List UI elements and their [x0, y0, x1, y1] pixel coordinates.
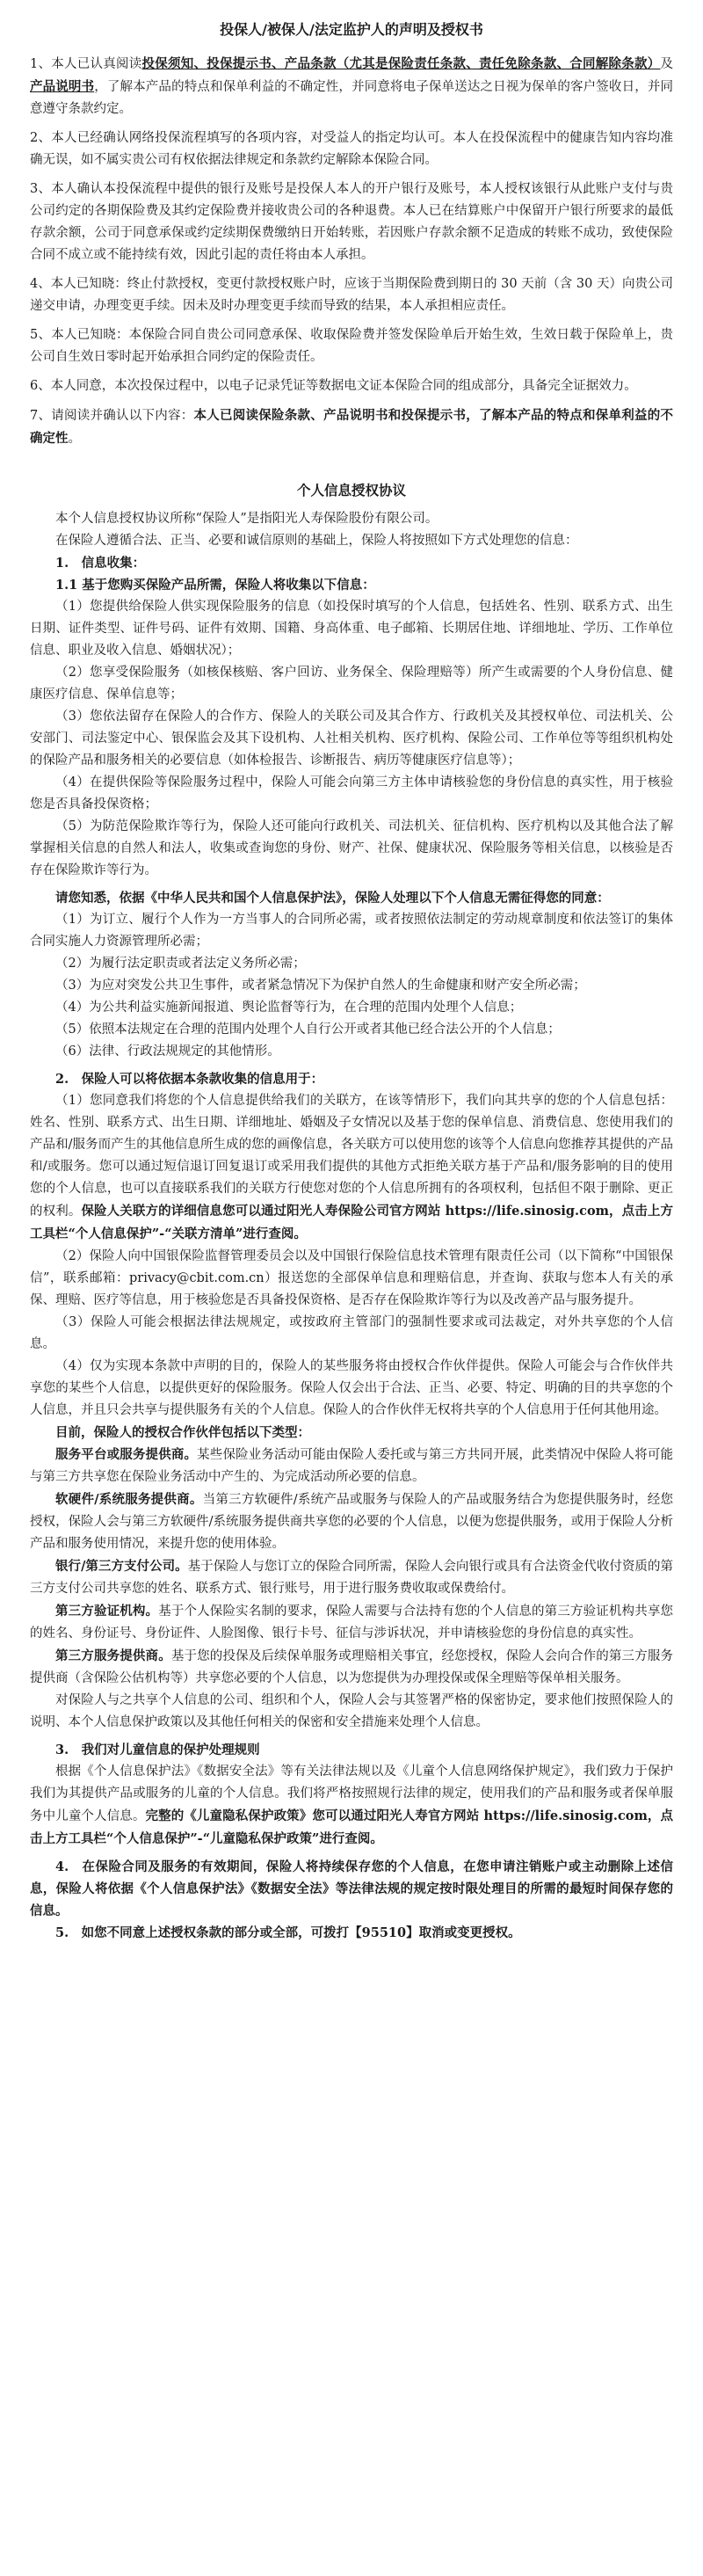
section-1-heading: 1. 信息收集： — [55, 556, 146, 571]
section-2-heading: 2. 保险人可以将依据本条款收集的信息用于： — [55, 1072, 324, 1087]
partners-heading: 目前，保险人的授权合作伙伴包括以下类型： — [55, 1425, 310, 1440]
declaration-title: 投保人/被保人/法定监护人的声明及授权书 — [220, 21, 483, 38]
partner-type: 银行/第三方支付公司。 — [55, 1559, 188, 1574]
consent-heading: 请您知悉，依据《中华人民共和国个人信息保护法》，保险人处理以下个人信息无需征得您的同意： — [55, 891, 610, 906]
partner-type: 软硬件/系统服务提供商。 — [55, 1492, 203, 1507]
product-manual-link[interactable]: 产品说明书 — [30, 79, 95, 94]
partner-desc: 基于个人保险实名制的要求，保险人需要与合法持有您的个人信息的第三方验证机构共享您的姓名、身份证号、身份证件、人脸图像、银行卡号、征信与涉诉状况，并申请核验您的身份信息的真实性。 — [30, 1605, 674, 1641]
use-item: （3）保险人可能会根据法律法规规定，或按政府主管部门的强制性要求或司法裁定，对外共享您的个人信息。 — [30, 1315, 673, 1351]
children-policy — [30, 1761, 673, 1851]
declaration-item-2: 2、本人已经确认网络投保流程填写的各项内容，对受益人的指定均认可。本人在投保流程中的健康告知内容均准确无误，如不属实贵公司有权依据法律规定和条款约定解除本保险合同。 — [30, 131, 673, 167]
partner-desc: 当第三方软硬件/系统产品或服务与保险人的产品或服务结合为您提供服务时，经您授权，保险人会与第三方软硬件/系统服务提供商共享您的必要的个人信息，以便为您提供服务，或用于保险人分析产品和服务使用情况，来提升您的使用体验。 — [30, 1493, 673, 1551]
declaration-section — [30, 19, 673, 450]
partner-desc: 某些保险业务活动可能由保险人委托或与第三方共同开展，此类情况中保险人将可能与第三方共享您在保险业务活动中产生的、为完成活动所必要的信息。 — [30, 1448, 673, 1484]
use-item — [30, 1090, 673, 1246]
consent-item: （4）为公共利益实施新闻报道、舆论监督等行为，在合理的范围内处理个人信息； — [55, 1001, 523, 1015]
partner-desc: 基于您的投保及后续保单服务或理赔相关事宜，经您授权，保险人会向合作的第三方服务提供商（含保险公估机构等）共享您必要的个人信息，以为您提供为办理投保或保全理赔等保单相关服务。 — [30, 1649, 673, 1685]
collect-item: （1）您提供给保险人供实现保险服务的信息（如投保时填写的个人信息，包括姓名、性别、联系方式、出生日期、证件类型、证件号码、证件有效期、国籍、身高体重、电子邮箱、长期居住地、详细地址、学历、工作单位信息、职业及收入信息、婚姻状况）； — [30, 600, 673, 658]
use-item: （4）仅为实现本条款中声明的目的，保险人的某些服务将由授权合作伙伴提供。保险人可能会与合作伙伴共享您的某些个人信息，以提供更好的保险服务。保险人仅会出于合法、正当、必要、特定、明确的目的共享您的个人信息，并且只会共享与提供服务有关的个人信息。保险人的合作伙伴无权将共享的个人信息用于任何其他用途。 — [30, 1359, 673, 1417]
use-item-1-text: （1）您同意我们将您的个人信息提供给我们的关联方，在该等情形下，我们向其共享的您的个人信息包括：姓名、性别、联系方式、出生日期、详细地址、婚姻及子女情况以及基于您的保单信息、消费信息、您使用我们的产品和/服务而产生的其他信息所生成的您的画像信息，各关联方可以使用您的该等个人信息向您推荐其提供的产品和/或服务。您可以通过短信退订回复退订或采用我们提供的其他方式拒绝关联方基于产品和/服务影响的目的使用您的个人信息，也可以直接联系我们的关联方行使您对您的个人信息所拥有的各项权利，包括但不限于删除、更正的权利。 — [30, 1094, 673, 1219]
declaration-item-5: 5、本人已知晓：本保险合同自贵公司同意承保、收取保险费并签发保险单后开始生效，生效日载于保险单上，贵公司自生效日零时起开始承担合同约定的保险责任。 — [30, 328, 673, 364]
privacy-section — [30, 480, 673, 1944]
consent-item: （5）依照本法规定在合理的范围内处理个人自行公开或者其他已经合法公开的个人信息； — [55, 1022, 561, 1037]
children-policy-text: 根据《个人信息保护法》《数据安全法》等有关法律法规以及《儿童个人信息网络保护规定》，我们致力于保护我们为其提供产品或服务的儿童的个人信息。我们将严格按照规行法律的规定，使用我们的产品和服务或者保单服务中儿童个人信息。 — [30, 1765, 673, 1823]
collect-item: （3）您依法留存在保险人的合作方、保险人的关联公司及其合作方、行政机关及其授权单位、司法机关、公安部门、司法鉴定中心、银保监会及其下设机构、人社相关机构、医疗机构、保险公司、工作单位等等组织机构处的保险产品和服务相关的必要信息（如体检报告、诊断报告、病历等健康医疗信息等）； — [30, 709, 673, 768]
partner-item — [30, 1555, 673, 1600]
partner-type: 服务平台或服务提供商。 — [55, 1447, 198, 1462]
collect-item: （5）为防范保险欺诈等行为，保险人还可能向行政机关、司法机关、征信机构、医疗机构以及其他合法了解掌握相关信息的自然人和法人，收集或查询您的身份、财产、社保、健康状况、保险服务等相关信息，以核验是否存在保险欺诈等行为。 — [30, 819, 673, 877]
item-1-text: ，了解本产品的特点和保单利益的不确定性，并同意将电子保单送达之日视为保单的客户签收日，并同意遵守条款约定。 — [30, 80, 674, 116]
declaration-item-7 — [30, 404, 673, 450]
children-policy-lookup-note: 完整的《儿童隐私保护政策》您可以通过阳光人寿官方网站 https://life.sinosig.com，点击上方工具栏“个人信息保护”-“儿童隐私保护政策”进行查阅。 — [30, 1808, 673, 1846]
partner-item — [30, 1444, 673, 1488]
partner-item — [30, 1488, 673, 1555]
privacy-intro-1: 本个人信息授权协议所称“保险人”是指阳光人寿保险股份有限公司。 — [55, 512, 438, 526]
partner-type: 第三方服务提供商。 — [55, 1648, 171, 1663]
item-1-text: 及 — [660, 57, 674, 71]
declaration-item-4: 4、本人已知晓：终止付款授权，变更付款授权账户时，应该于当期保险费到期日的 30 天前（含 30 天）向贵公司递交申请，办理变更手续。因未及时办理变更手续而导致的结果，本人承担相应责任。 — [30, 277, 673, 313]
collect-item: （4）在提供保险等保险服务过程中，保险人可能会向第三方主体申请核验您的身份信息的真实性，用于核验您是否具备投保资格； — [30, 775, 673, 811]
collect-item: （2）您享受保险服务（如核保核赔、客户回访、业务保全、保险理赔等）所产生或需要的个人身份信息、健康医疗信息、保单信息等； — [30, 666, 673, 702]
consent-item: （6）法律、行政法规规定的其他情形。 — [55, 1044, 280, 1059]
partners-closing: 对保险人与之共享个人信息的公司、组织和个人，保险人会与其签署严格的保密协定，要求他们按照保险人的说明、本个人信息保护政策以及其他任何相关的保密和安全措施来处理个人信息。 — [30, 1693, 673, 1729]
consent-item: （2）为履行法定职责或者法定义务所必需； — [55, 957, 306, 971]
consent-item: （1）为订立、履行个人作为一方当事人的合同所必需，或者按照依法制定的劳动规章制度和依法签订的集体合同实施人力资源管理所必需； — [30, 913, 673, 949]
item-7-confirmation: 本人已阅读保险条款、产品说明书和投保提示书，了解本产品的特点和保单利益的不确定性 — [30, 408, 673, 446]
privacy-title: 个人信息授权协议 — [296, 483, 406, 498]
consent-item: （3）为应对突发公共卫生事件，或者紧急情况下为保护自然人的生命健康和财产安全所必需； — [55, 979, 586, 993]
affiliates-lookup-note: 保险人关联方的详细信息您可以通过阳光人寿保险公司官方网站 https://life.sinosig.com，点击上方工具栏“个人信息保护”-“关联方清单”进行查阅。 — [30, 1204, 673, 1241]
item-1-text: 1、本人已认真阅读 — [30, 57, 142, 71]
item-7-text: 7、请阅读并确认以下内容： — [30, 409, 194, 423]
use-item: （2）保险人向中国银保险监督管理委员会以及中国银行保险信息技术管理有限责任公司（以下简称“中国银保信”，联系邮箱：privacy@cbit.com.cn）报送您的全部保单信息和理赔信息，并查询、获取与您本人有关的承保、理赔、医疗等信息，用于核验您是否具备投保资格、是否存在保险欺诈等行为以及改善产品与服务提升。 — [30, 1249, 673, 1307]
partner-desc: 基于保险人与您订立的保险合同所需，保险人会向银行或具有合法资金代收付资质的第三方支付公司共享您的姓名、联系方式、银行账号，用于进行服务费收取或保费给付。 — [30, 1560, 673, 1596]
item-7-text: 。 — [68, 432, 81, 446]
privacy-intro-2: 在保险人遵循合法、正当、必要和诚信原则的基础上，保险人将按照如下方式处理您的信息： — [55, 534, 578, 548]
section-4-retention: 4. 在保险合同及服务的有效期间，保险人将持续保存您的个人信息，在您申请注销账户或主动删除上述信息，保险人将依据《个人信息保护法》《数据安全法》等法律法规的规定按时限处理目的所需的最短时间保存您的信息。 — [30, 1859, 673, 1918]
documents-link[interactable]: 投保须知、投保提示书、产品条款 — [141, 56, 337, 71]
section-1-1-heading: 1.1 基于您购买保险产品所需，保险人将收集以下信息： — [55, 578, 375, 593]
partner-item — [30, 1600, 673, 1645]
declaration-item-3: 3、本人确认本投保流程中提供的银行及账号是投保人本人的开户银行及账号，本人授权该银行从此账户支付与贵公司约定的各期保险费及其约定保险费并接收贵公司的各种退费。本人已在结算账户中保留开户银行所要求的最低存款余额，公司于同意承保或约定续期保费缴纳日开始转账，若因账户存款余额不足造成的转账不成功，致使保险合同不成立或不能持续有效，因此引起的责任将由本人承担。 — [30, 182, 673, 262]
emphasized-clauses: （尤其是保险责任条款、责任免除条款、合同解除条款） — [336, 56, 661, 71]
partner-type: 第三方验证机构。 — [55, 1604, 159, 1619]
section-3-heading: 3. 我们对儿童信息的保护处理规则 — [55, 1743, 260, 1757]
section-5-revoke: 5. 如您不同意上述授权条款的部分或全部，可拨打【95510】取消或变更授权。 — [55, 1925, 521, 1940]
partner-item — [30, 1645, 673, 1690]
declaration-item-6: 6、本人同意，本次投保过程中，以电子记录凭证等数据电文证本保险合同的组成部分，具备完全证据效力。 — [30, 379, 637, 393]
declaration-item-1 — [30, 53, 673, 120]
